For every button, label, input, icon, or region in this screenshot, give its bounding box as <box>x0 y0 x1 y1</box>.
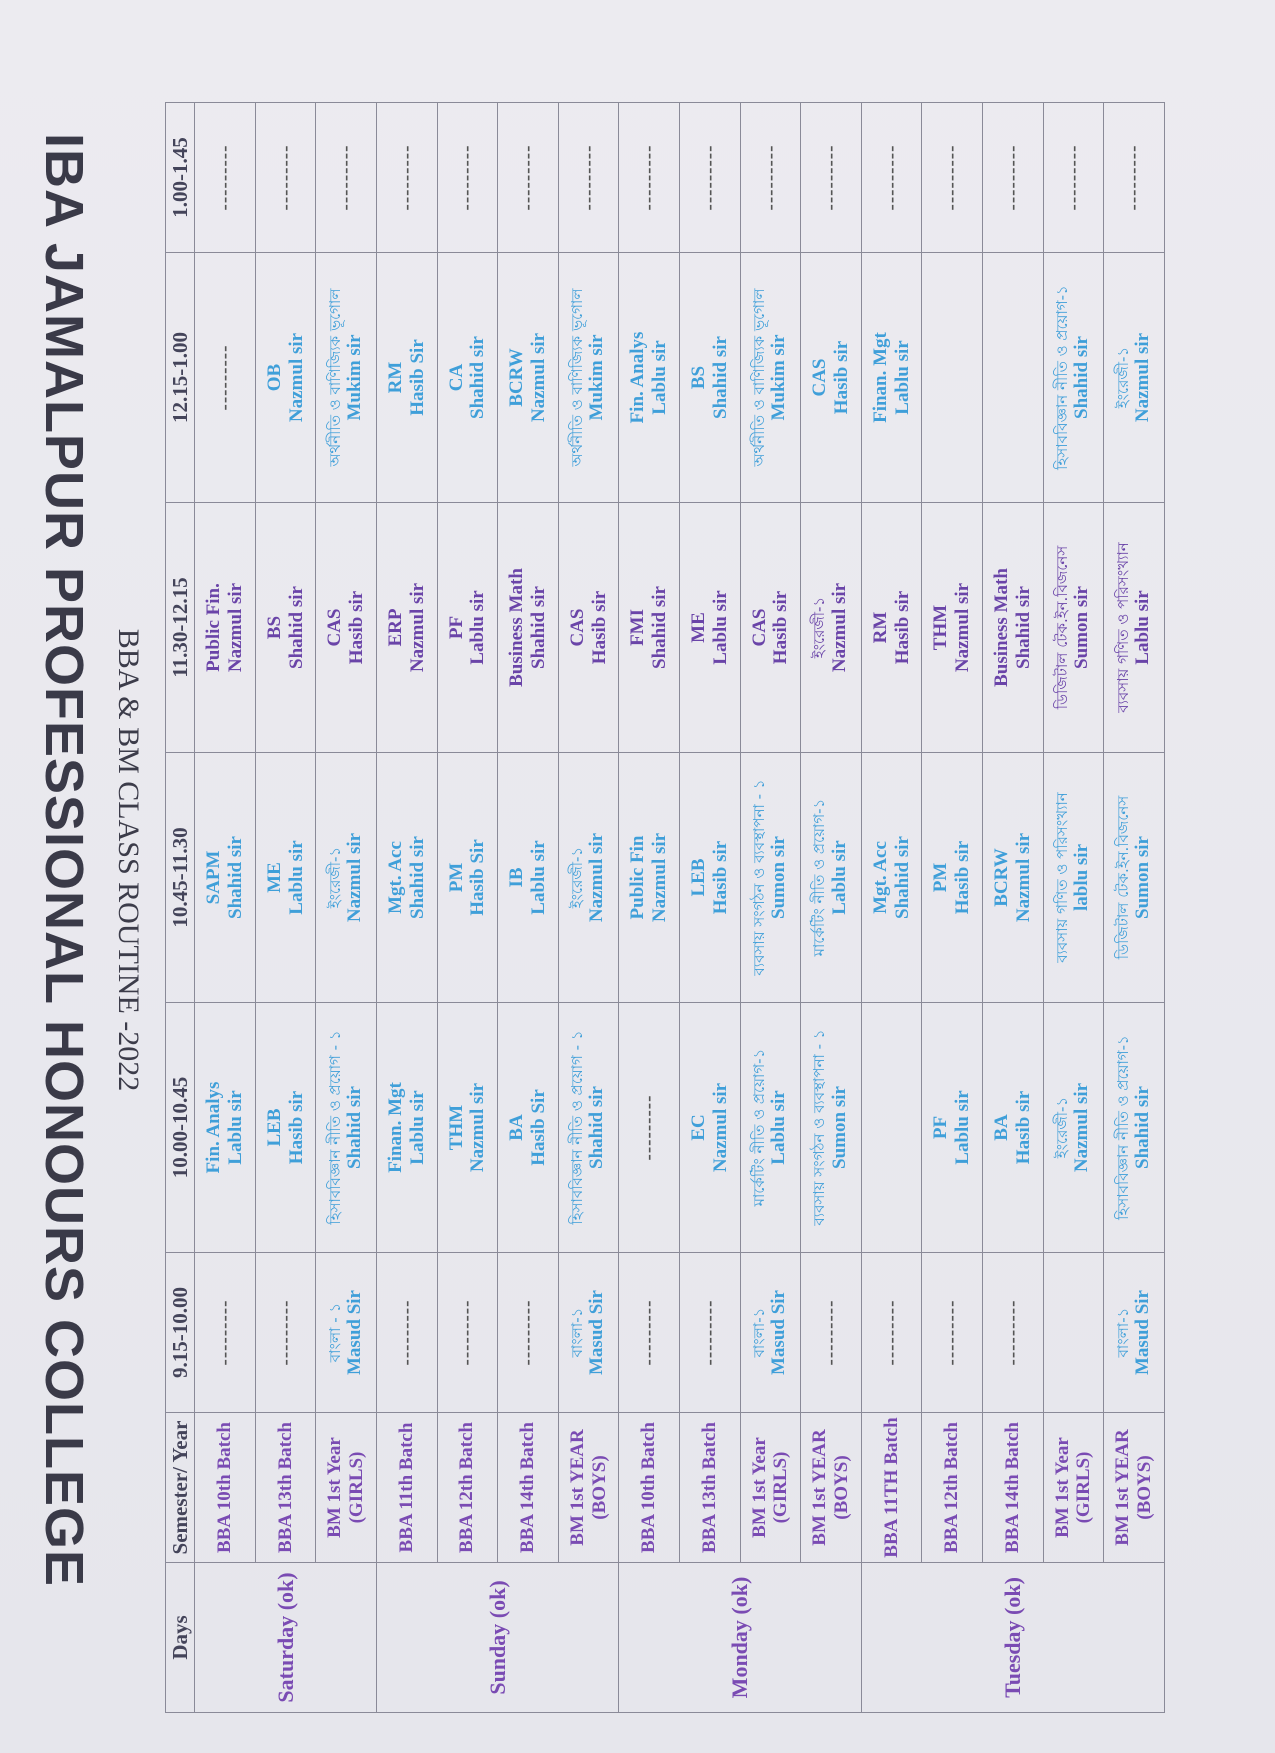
class-cell-p4 <box>801 503 862 753</box>
table-row <box>680 103 741 1713</box>
class-cell-p2 <box>922 1003 983 1253</box>
class-cell-p5 <box>195 253 256 503</box>
table-row <box>316 103 377 1713</box>
class-cell-p4 <box>558 503 619 753</box>
semester-cell: BBA 12th Batch <box>437 1413 498 1563</box>
cell-line: PM <box>445 862 467 893</box>
class-cell-p5 <box>1043 253 1104 503</box>
semester-cell: BBA 10th Batch <box>619 1413 680 1563</box>
cell-line: Fin. Analys <box>627 331 649 424</box>
cell-line: ব্যবসায় গণিত ও পরিসংখ্যান <box>1113 542 1132 713</box>
class-cell-p6: --------- <box>680 103 741 253</box>
cell-line: Lablu sir <box>285 840 307 915</box>
class-cell-p4 <box>255 503 316 753</box>
class-cell-p3 <box>740 753 801 1003</box>
class-cell-p4 <box>316 503 377 753</box>
class-cell-p5 <box>437 253 498 503</box>
class-cell-p6: --------- <box>740 103 801 253</box>
table-row <box>195 103 256 1713</box>
class-cell-p6: --------- <box>437 103 498 253</box>
class-cell-p3 <box>619 753 680 1003</box>
class-cell-p1: --------- <box>498 1253 559 1413</box>
table-row <box>558 103 619 1713</box>
cell-line: Hasib Sir <box>406 339 428 416</box>
semester-cell: BBA 14th Batch <box>498 1413 559 1563</box>
class-cell-p1 <box>316 1253 377 1413</box>
cell-line: Public Fin. <box>203 583 225 672</box>
cell-line: Mukim sir <box>768 334 790 421</box>
semester-cell: BBA 10th Batch <box>195 1413 256 1563</box>
class-cell-p3 <box>255 753 316 1003</box>
class-cell-p6: --------- <box>316 103 377 253</box>
cell-line: হিসাববিজ্ঞান নীতি ও প্রয়োগ - ১ <box>325 1030 344 1225</box>
class-cell-p2 <box>1043 1003 1104 1253</box>
cell-line: Business Math <box>506 568 528 687</box>
cell-line: Shahid sir <box>467 336 489 419</box>
class-cell-p1: --------- <box>195 1253 256 1413</box>
cell-line: ব্যবসায় সংগঠন ও ব্যবস্থাপনা - ১ <box>749 779 768 976</box>
cell-line: Hasib sir <box>346 590 368 665</box>
class-cell-p1 <box>558 1253 619 1413</box>
class-cell-p1: --------- <box>619 1253 680 1413</box>
semester-cell: BM 1st Year (GIRLS) <box>1043 1413 1104 1563</box>
semester-cell: BM 1st YEAR (BOYS) <box>558 1413 619 1563</box>
cell-line: বাংলা - ১ <box>325 1302 344 1363</box>
cell-line: Lablu sir <box>467 590 489 665</box>
cell-line: Nazmul sir <box>467 1082 489 1173</box>
cell-line: CAS <box>324 608 346 647</box>
cell-line: Shahid sir <box>649 586 671 669</box>
cell-line: Shahid sir <box>586 1086 608 1169</box>
class-cell-p6: --------- <box>801 103 862 253</box>
cell-line: Mgt. Acc <box>384 841 406 914</box>
cell-line: ME <box>263 862 285 893</box>
cell-line: Shahid sir <box>224 836 246 919</box>
cell-line: BCRW <box>506 348 528 407</box>
cell-line: Hasib sir <box>588 590 610 665</box>
class-cell-p4 <box>1104 503 1165 753</box>
cell-line: Nazmul sir <box>649 832 671 923</box>
routine-subtitle: BBA & BM CLASS ROUTINE -2022 <box>112 628 145 1092</box>
day-cell: Tuesday (ok) <box>861 1563 1164 1713</box>
cell-line: Lablu sir <box>952 1090 974 1165</box>
header-cell: 10.45-11.30 <box>166 753 195 1003</box>
class-cell-p4 <box>619 503 680 753</box>
cell-line: Hasib sir <box>952 840 974 915</box>
class-cell-p4 <box>195 503 256 753</box>
class-cell-p2 <box>801 1003 862 1253</box>
college-title: IBA JAMALPUR PROFESSIONAL HONOURS COLLEGE <box>34 132 94 1588</box>
header-cell: 10.00-10.45 <box>166 1003 195 1253</box>
cell-line: Shahid sir <box>891 836 913 919</box>
cell-line: ইংরেজী-১ <box>810 596 829 659</box>
class-cell-p3 <box>861 753 922 1003</box>
cell-line: অর্থনীতি ও বাণিজ্যিক ভূগোল <box>749 288 768 467</box>
cell-line: FMI <box>627 609 649 646</box>
cell-line: Hasib sir <box>831 340 853 415</box>
table-row <box>983 103 1044 1713</box>
cell-line: Masud Sir <box>1131 1290 1153 1375</box>
cell-line: বাংলা-১ <box>749 1307 768 1358</box>
cell-line: CA <box>445 363 467 392</box>
class-cell-p4 <box>376 503 437 753</box>
class-cell-p5 <box>255 253 316 503</box>
class-cell-p2 <box>255 1003 316 1253</box>
class-cell-p3 <box>498 753 559 1003</box>
header-cell: Days <box>166 1563 195 1713</box>
class-cell-p5 <box>316 253 377 503</box>
cell-line: Mukim sir <box>343 334 365 421</box>
routine-table <box>165 102 1165 1713</box>
class-cell-p1 <box>1104 1253 1165 1413</box>
class-cell-p2 <box>195 1003 256 1253</box>
cell-line: IB <box>506 867 528 888</box>
cell-line: Shahid sir <box>285 586 307 669</box>
class-cell-p6: --------- <box>376 103 437 253</box>
cell-line: Nazmul sir <box>224 582 246 673</box>
cell-line: Nazmul sir <box>343 832 365 923</box>
cell-line: Finan. Mgt <box>869 332 891 423</box>
cell-line: Shahid sir <box>406 836 428 919</box>
cell-line: ইংরেজী-১ <box>1052 1096 1071 1159</box>
cell-line: মার্কেটিং নীতি ও প্রয়োগ-১ <box>810 798 829 957</box>
class-cell-p3 <box>922 753 983 1003</box>
class-cell-p1: --------- <box>983 1253 1044 1413</box>
class-cell-p5 <box>922 253 983 503</box>
cell-line: CAS <box>809 358 831 397</box>
class-cell-p2 <box>619 1003 680 1253</box>
cell-line: Hasib Sir <box>527 1089 549 1166</box>
table-row <box>861 103 922 1713</box>
class-cell-p3 <box>983 753 1044 1003</box>
cell-line: SAPM <box>203 850 225 905</box>
cell-line: Nazmul sir <box>1131 332 1153 423</box>
cell-line: Sumon sir <box>1071 586 1093 669</box>
class-cell-p5 <box>619 253 680 503</box>
class-cell-p5 <box>740 253 801 503</box>
table-row <box>740 103 801 1713</box>
class-cell-p5 <box>983 253 1044 503</box>
class-cell-p3 <box>437 753 498 1003</box>
class-cell-p4 <box>437 503 498 753</box>
routine-table-wrap <box>165 103 1165 1713</box>
cell-line: Masud Sir <box>586 1290 608 1375</box>
class-cell-p6: --------- <box>195 103 256 253</box>
class-cell-p4 <box>983 503 1044 753</box>
cell-line: PF <box>445 615 467 640</box>
cell-line: RM <box>384 361 406 394</box>
day-cell: Monday (ok) <box>619 1563 861 1713</box>
cell-line: CAS <box>748 608 770 647</box>
cell-line: Lablu sir <box>709 590 731 665</box>
semester-cell: BBA 11th Batch <box>376 1413 437 1563</box>
class-cell-p6: --------- <box>922 103 983 253</box>
class-cell-p6: --------- <box>983 103 1044 253</box>
cell-line: EC <box>687 1114 709 1141</box>
class-cell-p2 <box>680 1003 741 1253</box>
table-row <box>801 103 862 1713</box>
class-cell-p6: --------- <box>861 103 922 253</box>
class-cell-p3 <box>1043 753 1104 1003</box>
cell-line: Nazmul sir <box>828 582 850 673</box>
cell-line: মার্কেটিং নীতি ও প্রয়োগ-১ <box>749 1048 768 1207</box>
class-cell-p1: --------- <box>255 1253 316 1413</box>
cell-line: Sumon sir <box>768 836 790 919</box>
cell-line: Hasib sir <box>770 590 792 665</box>
header-cell: Semester/ Year <box>166 1413 195 1563</box>
class-cell-p2 <box>498 1003 559 1253</box>
cell-line: অর্থনীতি ও বাণিজ্যিক ভূগোল <box>325 288 344 467</box>
cell-line: RM <box>869 611 891 644</box>
cell-line: Lablu sir <box>1131 590 1153 665</box>
class-cell-p3 <box>801 753 862 1003</box>
semester-cell: BM 1st Year (GIRLS) <box>316 1413 377 1563</box>
class-cell-p2 <box>437 1003 498 1253</box>
cell-line: Shahid sir <box>1131 1086 1153 1169</box>
cell-line: বাংলা-১ <box>1113 1307 1132 1358</box>
cell-line: Lablu sir <box>891 340 913 415</box>
table-row <box>1043 103 1104 1713</box>
cell-line: Nazmul sir <box>709 1082 731 1173</box>
class-cell-p2 <box>1104 1003 1165 1253</box>
cell-line: Sumon sir <box>828 1086 850 1169</box>
class-cell-p2 <box>376 1003 437 1253</box>
cell-line: Lablu sir <box>406 1090 428 1165</box>
cell-line: PM <box>930 862 952 893</box>
class-cell-p1: --------- <box>376 1253 437 1413</box>
cell-line: Hasib sir <box>285 1090 307 1165</box>
class-cell-p2 <box>316 1003 377 1253</box>
header-cell: 9.15-10.00 <box>166 1253 195 1413</box>
semester-cell: BBA 14th Batch <box>983 1413 1044 1563</box>
table-row <box>498 103 559 1713</box>
class-cell-p3 <box>558 753 619 1003</box>
class-cell-p3 <box>1104 753 1165 1003</box>
cell-line: Hasib sir <box>1012 1090 1034 1165</box>
cell-line: Masud Sir <box>768 1290 790 1375</box>
cell-line: Nazmul sir <box>586 832 608 923</box>
cell-line: Nazmul sir <box>952 582 974 673</box>
class-cell-p3 <box>316 753 377 1003</box>
class-cell-p5 <box>376 253 437 503</box>
class-cell-p1: --------- <box>680 1253 741 1413</box>
class-cell-p3 <box>195 753 256 1003</box>
cell-line: --------- <box>214 344 236 411</box>
class-cell-p4 <box>922 503 983 753</box>
cell-line: Nazmul sir <box>1012 832 1034 923</box>
class-cell-p1: --------- <box>922 1253 983 1413</box>
cell-line: Sumon sir <box>1131 836 1153 919</box>
cell-line: ইংরেজী-১ <box>1113 346 1132 409</box>
semester-cell: BBA 13th Batch <box>680 1413 741 1563</box>
class-cell-p5 <box>498 253 559 503</box>
cell-line: BA <box>506 1114 528 1141</box>
cell-line: ডিজিটাল টেক.ইন.বিজনেস <box>1113 795 1132 960</box>
class-cell-p6: --------- <box>619 103 680 253</box>
class-cell-p4 <box>861 503 922 753</box>
class-cell-p6: --------- <box>255 103 316 253</box>
cell-line: Mgt. Acc <box>869 841 891 914</box>
cell-line: ERP <box>384 608 406 647</box>
header-cell: 1.00-1.45 <box>166 103 195 253</box>
cell-line: Nazmul sir <box>285 332 307 423</box>
semester-cell: BBA 11TH Batch <box>861 1413 922 1563</box>
semester-cell: BM 1st YEAR (BOYS) <box>801 1413 862 1563</box>
cell-line: Lablu sir <box>224 1090 246 1165</box>
cell-line: Nazmul sir <box>406 582 428 673</box>
routine-body <box>195 103 1165 1713</box>
header-cell: 11.30-12.15 <box>166 503 195 753</box>
cell-line: Fin. Analys <box>203 1081 225 1174</box>
class-cell-p4 <box>498 503 559 753</box>
class-cell-p6: --------- <box>1104 103 1165 253</box>
class-cell-p1: --------- <box>801 1253 862 1413</box>
cell-line: হিসাববিজ্ঞান নীতি ও প্রয়োগ-১ <box>1052 285 1071 470</box>
cell-line: ব্যবসায় গণিত ও পরিসংখ্যান <box>1052 792 1071 963</box>
cell-line: Shahid sir <box>709 336 731 419</box>
cell-line: বাংলা-১ <box>568 1307 587 1358</box>
semester-cell: BBA 12th Batch <box>922 1413 983 1563</box>
cell-line: Public Fin <box>627 835 649 920</box>
class-cell-p2 <box>983 1003 1044 1253</box>
cell-line: --------- <box>638 1094 660 1161</box>
cell-line: Lablu sir <box>828 840 850 915</box>
cell-line: Nazmul sir <box>527 332 549 423</box>
cell-line: ডিজিটাল টেক.ইন.বিজনেস <box>1052 545 1071 710</box>
semester-cell: BM 1st YEAR (BOYS) <box>1104 1413 1165 1563</box>
cell-line: LEB <box>687 858 709 897</box>
class-cell-p2 <box>740 1003 801 1253</box>
cell-line: BCRW <box>991 848 1013 907</box>
cell-line: Nazmul sir <box>1071 1082 1093 1173</box>
cell-line: ইংরেজী-১ <box>568 846 587 909</box>
cell-line: Mukim sir <box>586 334 608 421</box>
class-cell-p1: --------- <box>861 1253 922 1413</box>
cell-line: Shahid sir <box>527 586 549 669</box>
cell-line: Masud Sir <box>343 1290 365 1375</box>
cell-line: Shahid sir <box>1071 336 1093 419</box>
class-cell-p2 <box>861 1003 922 1253</box>
cell-line: Shahid sir <box>1012 586 1034 669</box>
class-cell-p2 <box>558 1003 619 1253</box>
class-cell-p4 <box>680 503 741 753</box>
cell-line: হিসাববিজ্ঞান নীতি ও প্রয়োগ - ১ <box>568 1030 587 1225</box>
header-cell: 12.15-1.00 <box>166 253 195 503</box>
day-cell: Sunday (ok) <box>376 1563 618 1713</box>
class-cell-p5 <box>801 253 862 503</box>
class-cell-p6: --------- <box>558 103 619 253</box>
cell-line: Lablu sir <box>527 840 549 915</box>
table-row <box>1104 103 1165 1713</box>
cell-line: ইংরেজী-১ <box>325 846 344 909</box>
cell-line: THM <box>930 604 952 651</box>
day-cell: Saturday (ok) <box>195 1563 377 1713</box>
cell-line: CAS <box>566 608 588 647</box>
cell-line: LEB <box>263 1108 285 1147</box>
semester-cell: BBA 13th Batch <box>255 1413 316 1563</box>
table-row <box>255 103 316 1713</box>
semester-cell: BM 1st Year (GIRLS) <box>740 1413 801 1563</box>
cell-line: OB <box>263 363 285 392</box>
cell-line: Lablu sir <box>649 340 671 415</box>
cell-line: Hasib Sir <box>467 839 489 916</box>
table-row <box>619 103 680 1713</box>
cell-line: THM <box>445 1104 467 1151</box>
class-cell-p5 <box>1104 253 1165 503</box>
cell-line: ME <box>687 612 709 643</box>
class-cell-p5 <box>861 253 922 503</box>
cell-line: হিসাববিজ্ঞান নীতি ও প্রয়োগ-১ <box>1113 1035 1132 1220</box>
cell-line: BS <box>263 615 285 640</box>
cell-line: Lablu sir <box>768 1090 790 1165</box>
cell-line: BA <box>991 1114 1013 1141</box>
cell-line: অর্থনীতি ও বাণিজ্যিক ভূগোল <box>568 288 587 467</box>
cell-line: Finan. Mgt <box>384 1082 406 1173</box>
table-row <box>376 103 437 1713</box>
class-cell-p1: --------- <box>437 1253 498 1413</box>
class-cell-p5 <box>680 253 741 503</box>
class-cell-p4 <box>1043 503 1104 753</box>
table-row <box>922 103 983 1713</box>
class-cell-p6: --------- <box>498 103 559 253</box>
cell-line: Hasib sir <box>891 590 913 665</box>
cell-line: Business Math <box>991 568 1013 687</box>
header-row <box>166 103 195 1713</box>
cell-line: lablu sir <box>1071 843 1093 912</box>
class-cell-p6: --------- <box>1043 103 1104 253</box>
table-row <box>437 103 498 1713</box>
class-cell-p1 <box>740 1253 801 1413</box>
cell-line: ব্যবসায় সংগঠন ও ব্যবস্থাপনা - ১ <box>810 1029 829 1226</box>
class-cell-p3 <box>376 753 437 1003</box>
cell-line: Hasib sir <box>709 840 731 915</box>
cell-line: Shahid sir <box>343 1086 365 1169</box>
class-cell-p1 <box>1043 1253 1104 1413</box>
cell-line: PF <box>930 1115 952 1140</box>
cell-line: BS <box>687 365 709 390</box>
class-cell-p3 <box>680 753 741 1003</box>
class-cell-p4 <box>740 503 801 753</box>
class-cell-p5 <box>558 253 619 503</box>
